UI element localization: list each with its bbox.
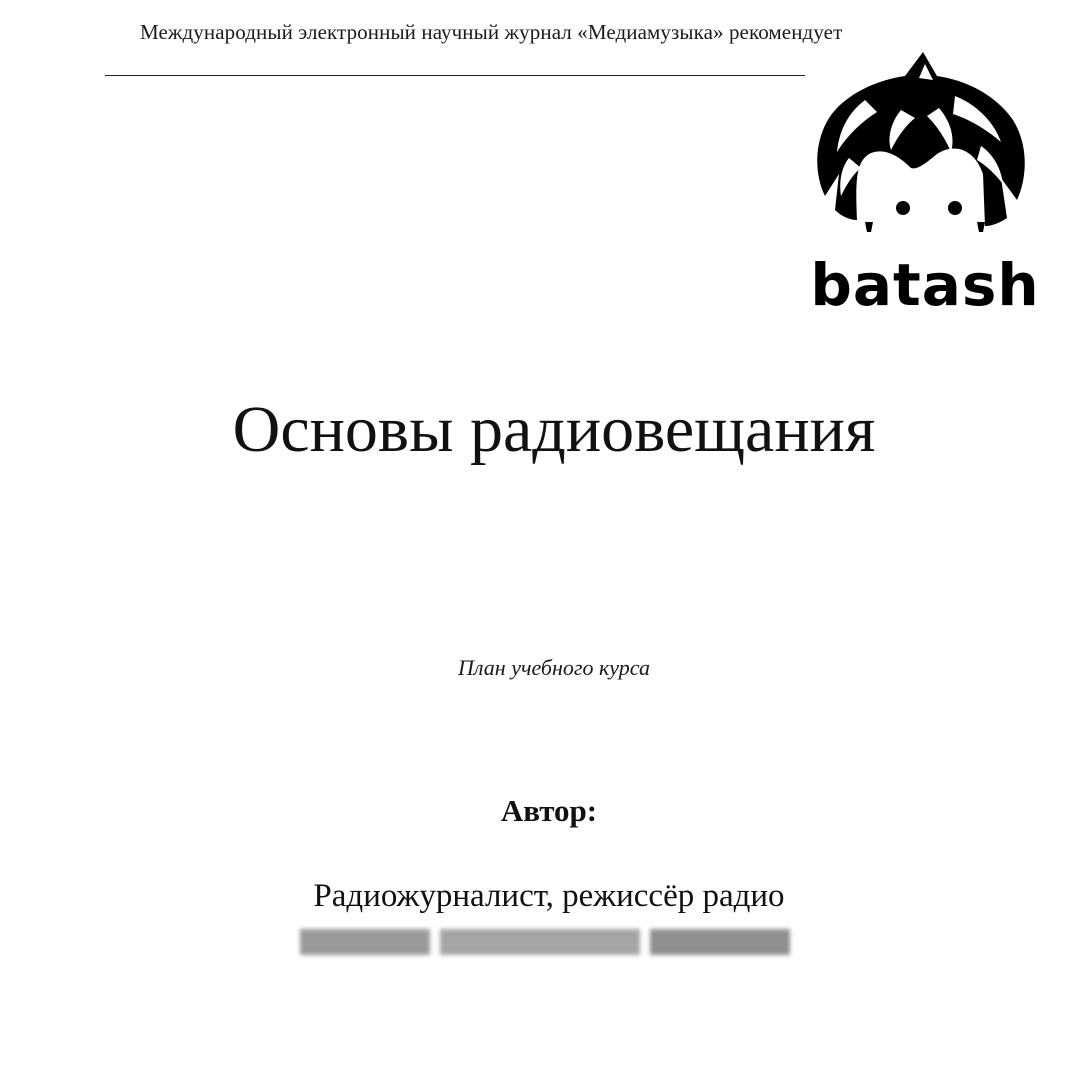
batash-logo (805, 50, 1045, 319)
document-title: Основы радиовещания (232, 393, 876, 466)
author-name-redacted (290, 925, 810, 961)
cat-face-icon (805, 50, 1045, 250)
author-label: Автор: (500, 793, 598, 828)
author-role: Радиожурналист, режиссёр радио (313, 878, 785, 914)
journal-header: Международный электронный научный журнал «Медиамузыка» рекомендует (140, 20, 843, 44)
document-subtitle: План учебного курса (458, 655, 650, 680)
batash-wordmark: batash (810, 251, 1040, 319)
